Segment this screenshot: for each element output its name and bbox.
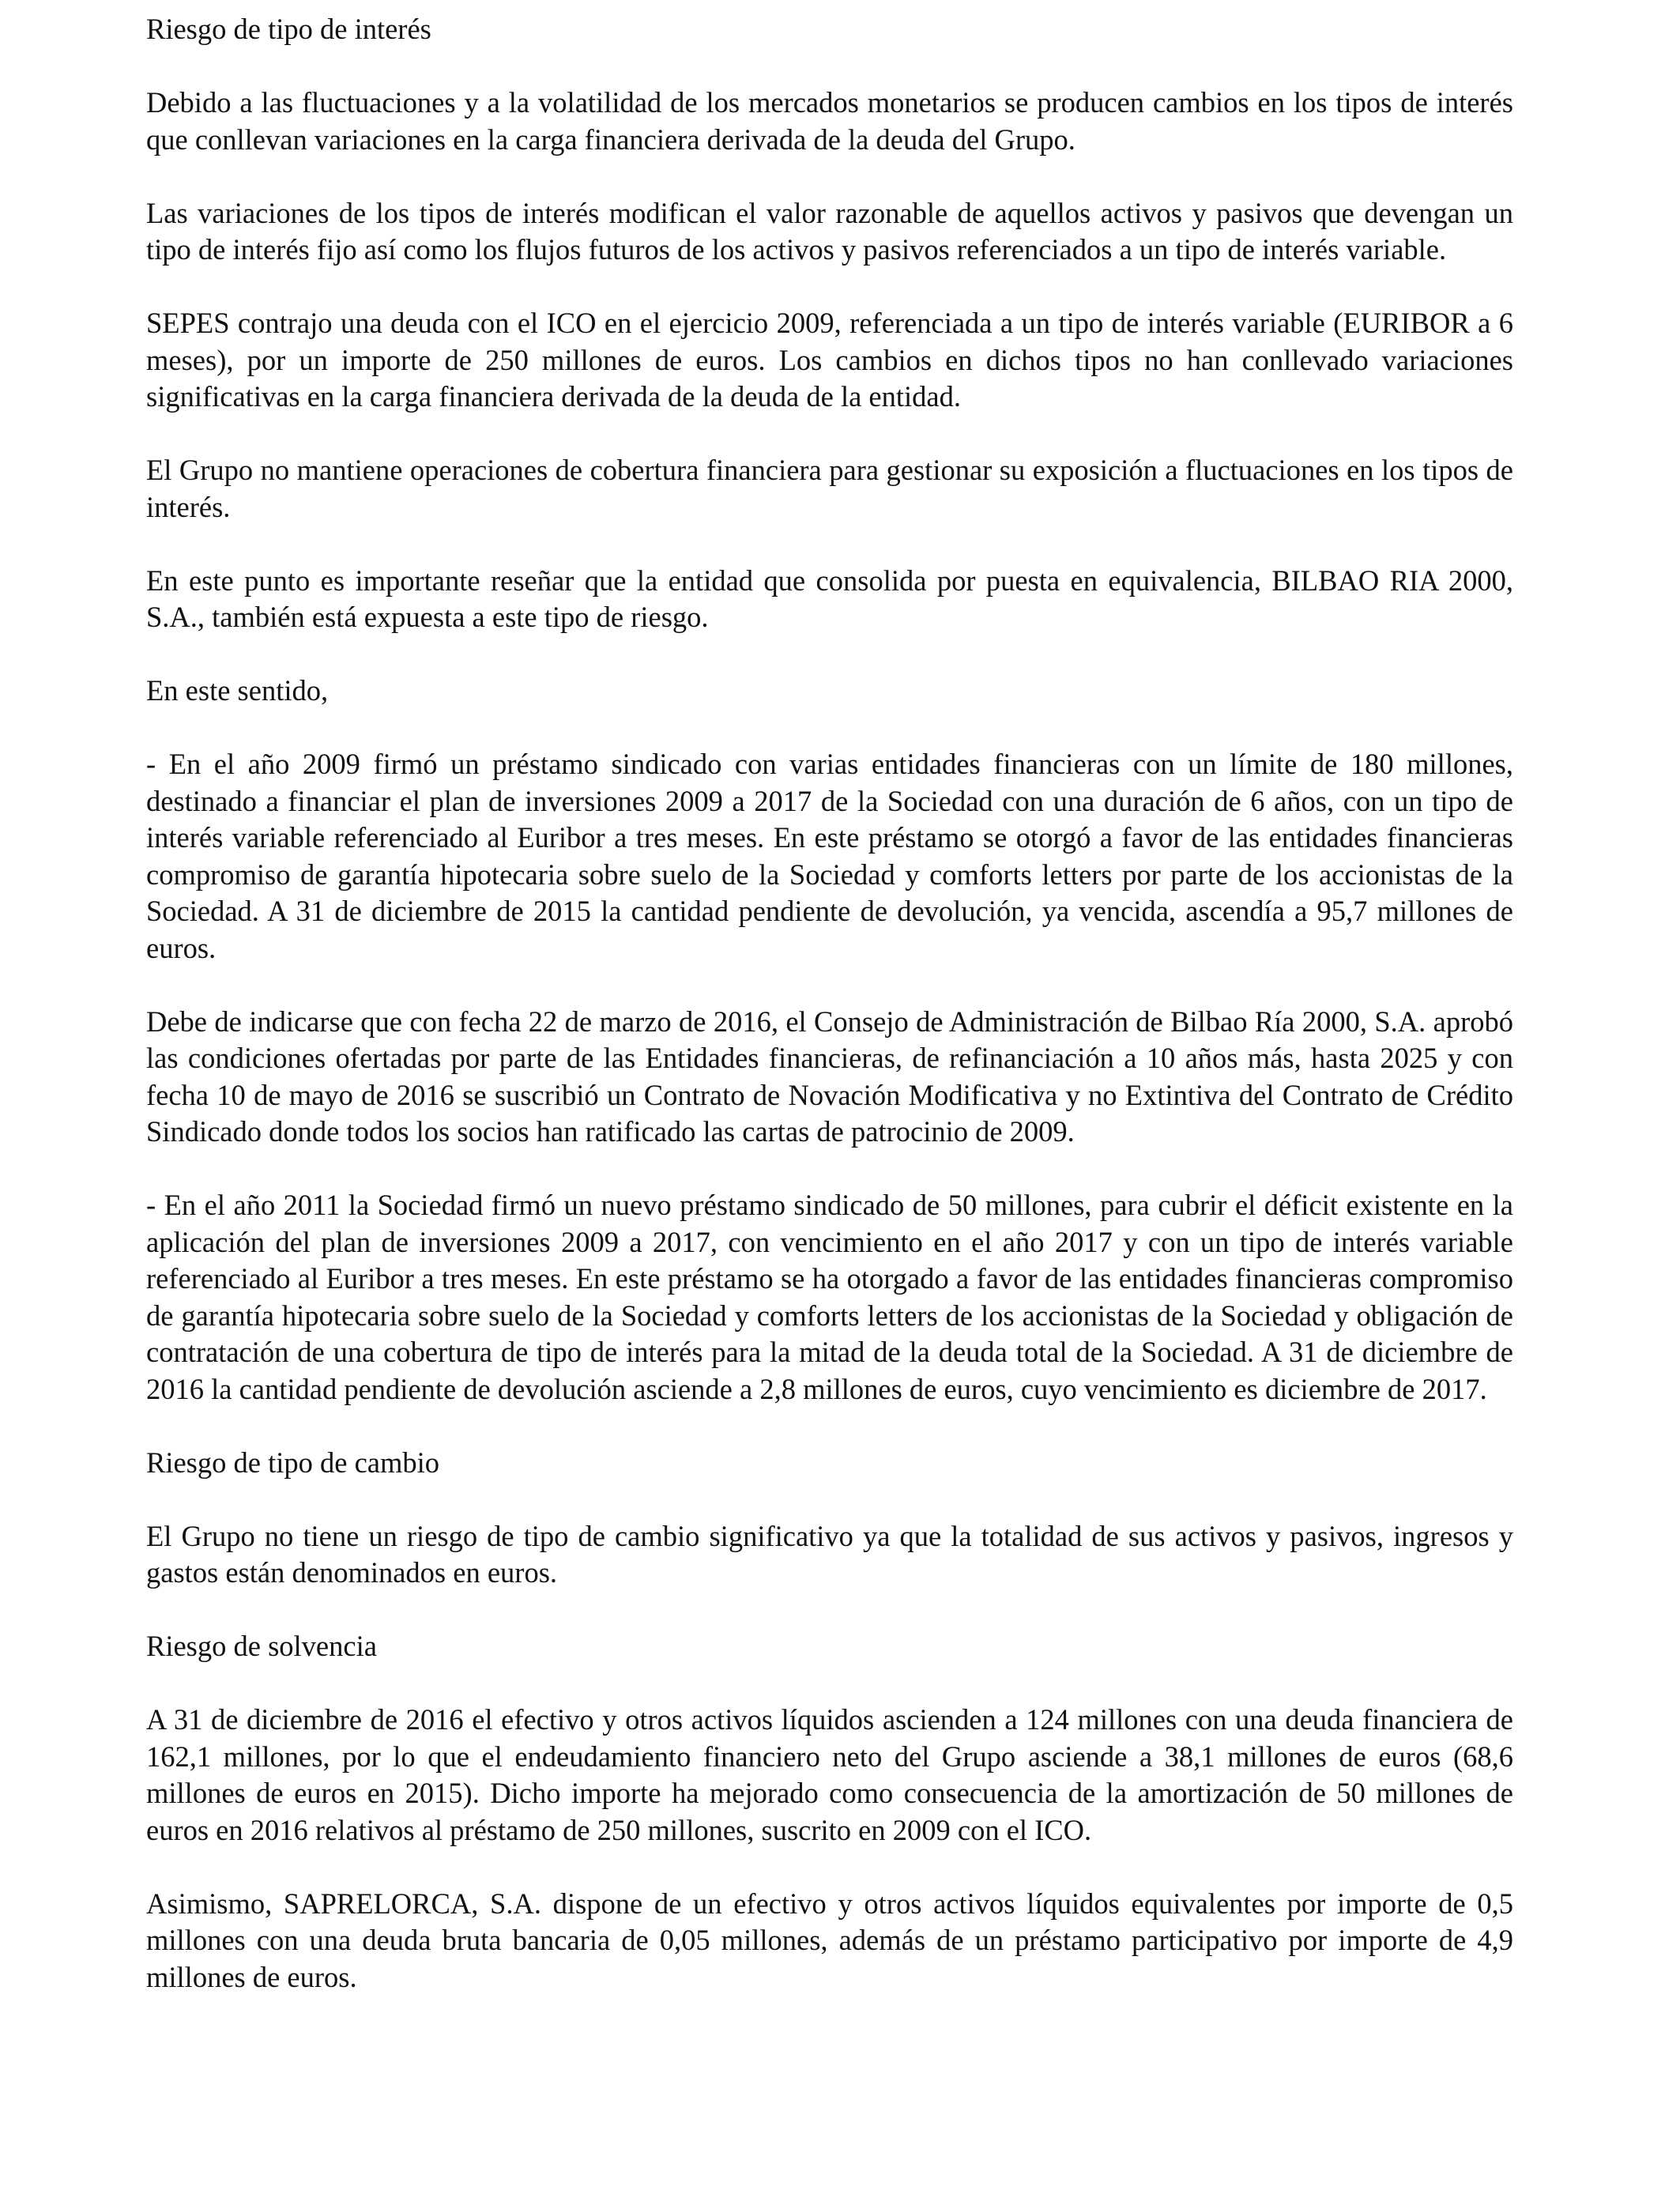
document-page <box>146 11 1513 2033</box>
paragraph-loan-2009: - En el año 2009 firmó un préstamo sindicado con varias entidades financieras con un límite de 180 millones, destinado a financiar el plan de inversiones 2009 a 2017 de la Sociedad con una duración de 6 años, con un tipo de interés variable referenciado al Euribor a tres meses. En este préstamo se otorgó a favor de las entidades financieras compromiso de garantía hipotecaria sobre suelo de la Sociedad y comforts letters por parte de los accionistas de la Sociedad. A 31 de diciembre de 2015 la cantidad pendiente de devolución, ya vencida, ascendía a 95,7 millones de euros. <box>146 748 1513 964</box>
paragraph-in-this-sense: En este sentido, <box>146 674 329 707</box>
paragraph-exchange-risk: El Grupo no tiene un riesgo de tipo de cambio significativo ya que la totalidad de sus activos y pasivos, ingresos y gastos están denominados en euros. <box>146 1519 1513 1589</box>
section-heading-exchange-rate-risk: Riesgo de tipo de cambio <box>146 1446 440 1479</box>
paragraph-sepes-ico-debt: SEPES contrajo una deuda con el ICO en el ejercicio 2009, referenciada a un tipo de interés variable (EURIBOR a 6 meses), por un importe de 250 millones de euros. Los cambios en dichos tipos no han conllevado variaciones significativas en la carga financiera derivada de la deuda de la entidad. <box>146 307 1513 413</box>
paragraph-no-hedging: El Grupo no mantiene operaciones de cobertura financiera para gestionar su exposición a fluctuaciones en los tipos de interés. <box>146 454 1513 523</box>
paragraph-fair-value-variations: Las variaciones de los tipos de interés modifican el valor razonable de aquellos activos y pasivos que devengan un tipo de interés fijo así como los flujos futuros de los activos y pasivos referenciados a un tipo de interés variable. <box>146 196 1513 266</box>
section-heading-interest-rate-risk: Riesgo de tipo de interés <box>146 13 431 45</box>
section-heading-solvency-risk: Riesgo de solvencia <box>146 1630 377 1662</box>
paragraph-solvency-saprelorca: Asimismo, SAPRELORCA, S.A. dispone de un efectivo y otros activos líquidos equivalentes por importe de 0,5 millones con una deuda bruta bancaria de 0,05 millones, además de un préstamo participativo por importe de 4,9 millones de euros. <box>146 1887 1513 1993</box>
paragraph-refinancing-2016: Debe de indicarse que con fecha 22 de marzo de 2016, el Consejo de Administración de Bilbao Ría 2000, S.A. aprobó las condiciones ofertadas por parte de las Entidades financieras, de refinanciación a 10 años más, hasta 2025 y con fecha 10 de mayo de 2016 se suscribió un Contrato de Novación Modificativa y no Extintiva del Contrato de Crédito Sindicado donde todos los socios han ratificado las cartas de patrocinio de 2009. <box>146 1005 1513 1148</box>
paragraph-loan-2011: - En el año 2011 la Sociedad firmó un nuevo préstamo sindicado de 50 millones, para cubrir el déficit existente en la aplicación del plan de inversiones 2009 a 2017, con vencimiento en el año 2017 y con un tipo de interés variable referenciado al Euribor a tres meses. En este préstamo se ha otorgado a favor de las entidades financieras compromiso de garantía hipotecaria sobre suelo de la Sociedad y comforts letters de los accionistas de la Sociedad y obligación de contratación de una cobertura de tipo de interés para la mitad de la deuda total de la Sociedad. A 31 de diciembre de 2016 la cantidad pendiente de devolución asciende a 2,8 millones de euros, cuyo vencimiento es diciembre de 2017. <box>146 1189 1513 1405</box>
paragraph-solvency-group: A 31 de diciembre de 2016 el efectivo y otros activos líquidos ascienden a 124 millones con una deuda financiera de 162,1 millones, por lo que el endeudamiento financiero neto del Grupo asciende a 38,1 millones de euros (68,6 millones de euros en 2015). Dicho importe ha mejorado como consecuencia de la amortización de 50 millones de euros en 2016 relativos al préstamo de 250 millones, suscrito en 2009 con el ICO. <box>146 1703 1513 1846</box>
paragraph-interest-fluctuations: Debido a las fluctuaciones y a la volatilidad de los mercados monetarios se producen cambios en los tipos de interés que conllevan variaciones en la carga financiera derivada de la deuda del Grupo. <box>146 86 1513 156</box>
paragraph-bilbao-ria-exposure: En este punto es importante reseñar que la entidad que consolida por puesta en equivalencia, BILBAO RIA 2000, S.A., también está expuesta a este tipo de riesgo. <box>146 564 1513 633</box>
